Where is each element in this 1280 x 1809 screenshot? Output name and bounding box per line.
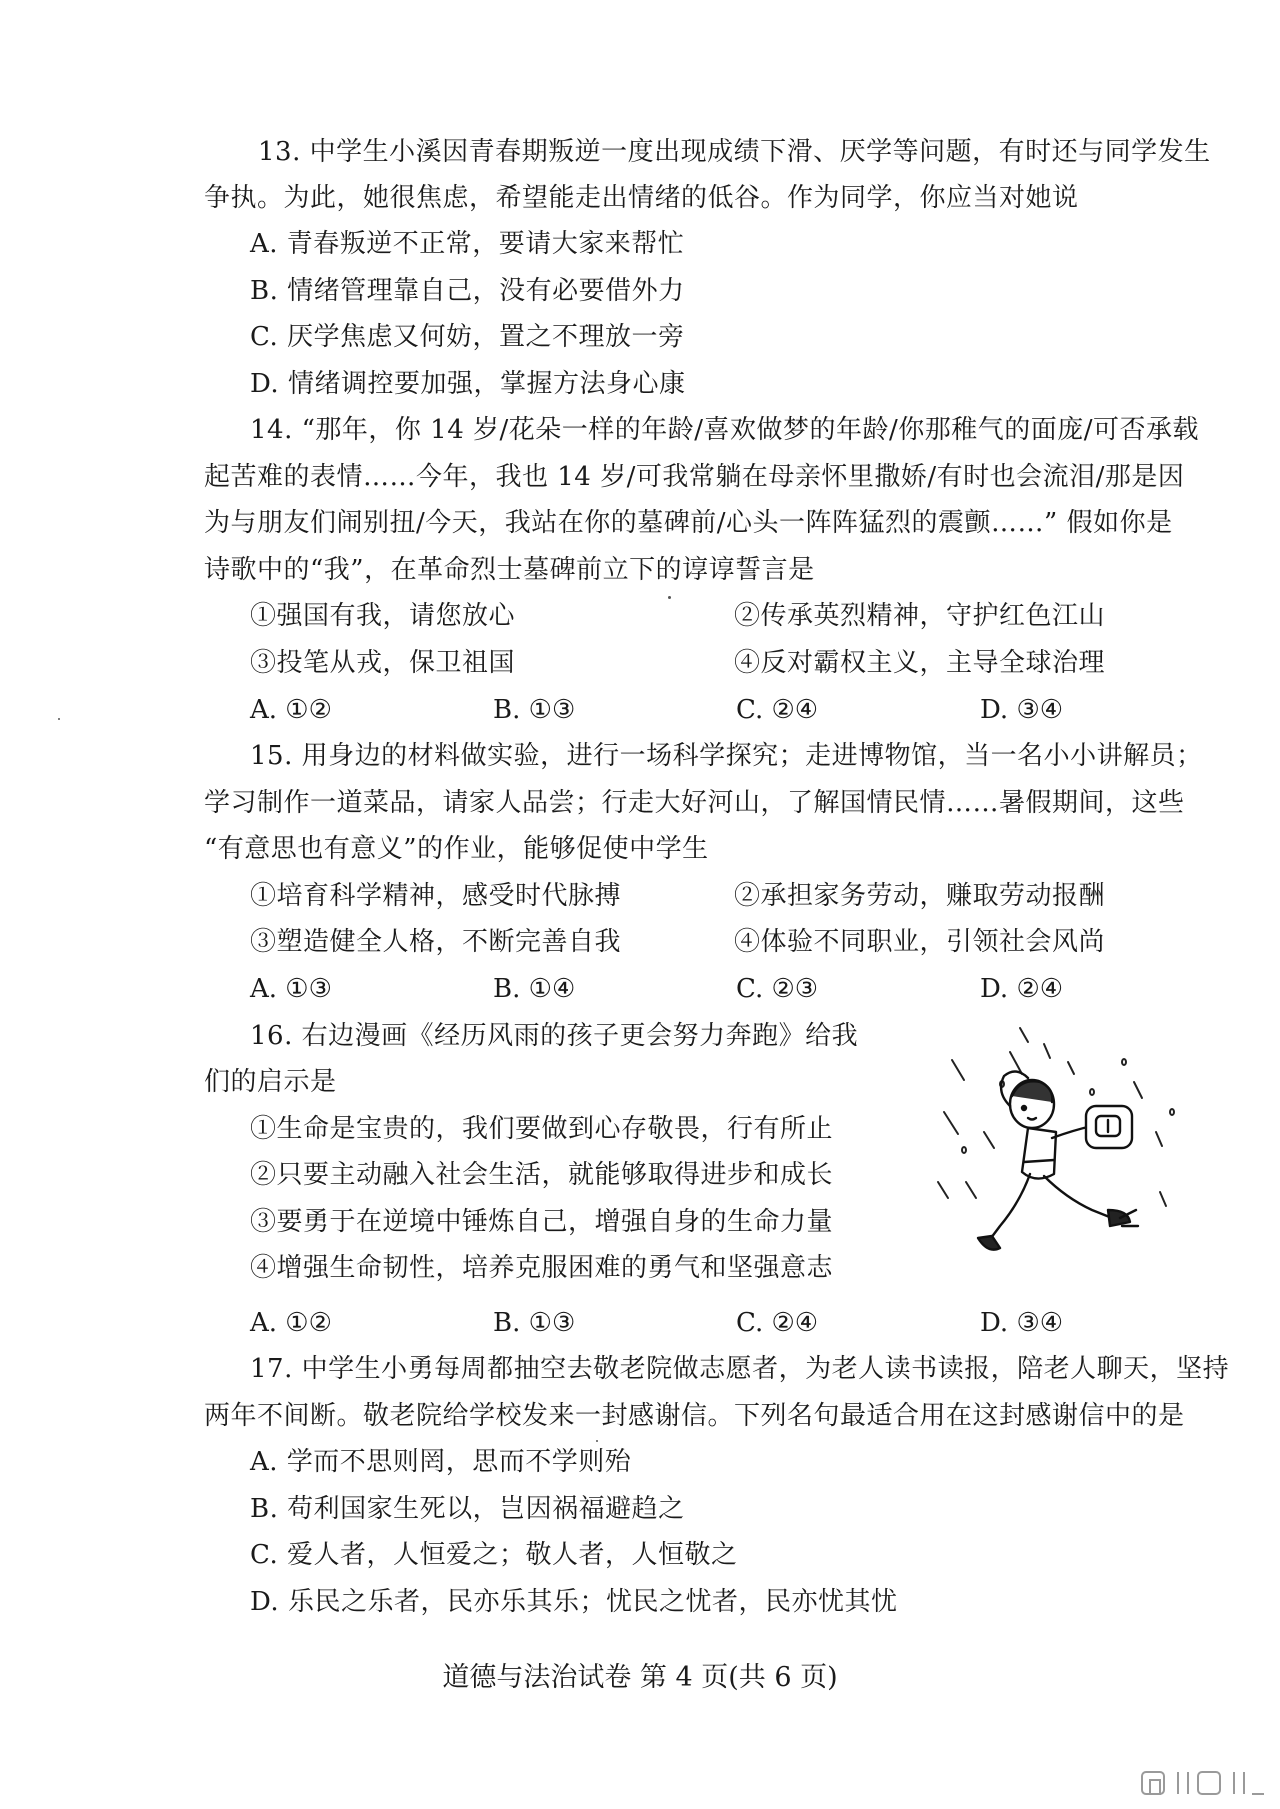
question-14-statement-1: ①强国有我，请您放心 [250,601,516,631]
scan-speck [58,718,60,720]
question-15-stem-line-1: 15. 用身边的材料做实验，进行一场科学探究；走进博物馆，当一名小小讲解员； [250,741,1203,771]
question-15-statement-4: ④体验不同职业，引领社会风尚 [734,927,1106,957]
question-17-stem-line-1: 17. 中学生小勇每周都抽空去敬老院做志愿者，为老人读书读报，陪老人聊天，坚持 [250,1354,1230,1384]
question-16-statement-4: ④增强生命韧性，培养克服困难的勇气和坚强意志 [250,1253,834,1283]
question-14-statement-3: ③投笔从戎，保卫祖国 [250,648,516,678]
question-16-statement-3: ③要勇于在逆境中锤炼自己，增强自身的生命力量 [250,1207,834,1237]
question-15-choice-d: D. ②④ [980,974,1064,1004]
question-17-option-b: B. 苟利国家生死以，岂因祸福避趋之 [250,1494,685,1524]
child-figure-icon [978,1071,1138,1249]
question-17-option-a: A. 学而不思则罔，思而不学则殆 [250,1447,632,1477]
question-14-statement-4: ④反对霸权主义，主导全球治理 [734,648,1106,678]
question-15-choice-a: A. ①③ [250,974,332,1004]
question-16-stem-line-2: 们的启示是 [204,1067,337,1097]
scan-speck [668,596,671,599]
question-16-statement-1: ①生命是宝贵的，我们要做到心存敬畏，行有所止 [250,1114,834,1144]
question-16-choice-d: D. ③④ [980,1308,1064,1338]
question-13-option-d: D. 情绪调控要加强，掌握方法身心康 [250,369,686,399]
question-13-stem-line-2: 争执。为此，她很焦虑，希望能走出情绪的低谷。作为同学，你应当对她说 [204,183,1079,213]
watermark-logo-icon [1138,1766,1268,1800]
question-14-choice-d: D. ③④ [980,695,1064,725]
question-15-stem-line-2: 学习制作一道菜品，请家人品尝；行走大好河山，了解国情民情……暑假期间，这些 [204,788,1185,818]
question-16-statement-2: ②只要主动融入社会生活，就能够取得进步和成长 [250,1160,834,1190]
question-14-stem-line-1: 14. “那年，你 14 岁/花朵一样的年龄/喜欢做梦的年龄/你那稚气的面庞/可否承载 [250,415,1200,445]
question-14-choice-c: C. ②④ [736,695,819,725]
question-15-statement-2: ②承担家务劳动，赚取劳动报酬 [734,881,1106,911]
question-13-stem-line-1: 13. 中学生小溪因青春期叛逆一度出现成绩下滑、厌学等问题，有时还与同学发生 [258,137,1211,167]
question-17-stem-line-2: 两年不间断。敬老院给学校发来一封感谢信。下列名句最适合用在这封感谢信中的是 [204,1401,1185,1431]
question-14-stem-line-3: 为与朋友们闹别扭/今天，我站在你的墓碑前/心头一阵阵猛烈的震颤……” 假如你是 [204,508,1173,538]
running-child-in-rain-illustration [924,1022,1196,1284]
question-16-choice-b: B. ①③ [493,1308,576,1338]
question-15-statement-1: ①培育科学精神，感受时代脉搏 [250,881,622,911]
question-14-stem-line-4: 诗歌中的“我”，在革命烈士墓碑前立下的谆谆誓言是 [204,555,815,585]
question-14-statement-2: ②传承英烈精神，守护红色江山 [734,601,1106,631]
question-13-option-c: C. 厌学焦虑又何妨，置之不理放一旁 [250,322,685,352]
question-17-option-d: D. 乐民之乐者，民亦乐其乐；忧民之忧者，民亦忧其忧 [250,1587,898,1617]
question-15-choice-c: C. ②③ [736,974,819,1004]
question-16-choice-c: C. ②④ [736,1308,819,1338]
question-16-choice-a: A. ①② [250,1308,332,1338]
question-13-option-a: A. 青春叛逆不正常，要请大家来帮忙 [250,229,685,259]
question-15-stem-line-3: “有意思也有意义”的作业，能够促使中学生 [204,834,709,864]
scan-speck [596,1440,598,1442]
rain-icon [938,1028,1174,1206]
question-13-option-b: B. 情绪管理靠自己，没有必要借外力 [250,276,685,306]
page-footer: 道德与法治试卷 第 4 页(共 6 页) [442,1662,838,1693]
question-14-choice-b: B. ①③ [493,695,576,725]
question-16-stem-line-1: 16. 右边漫画《经历风雨的孩子更会努力奔跑》给我 [250,1021,859,1051]
question-14-choice-a: A. ①② [250,695,332,725]
question-17-option-c: C. 爱人者，人恒爱之；敬人者，人恒敬之 [250,1540,738,1570]
question-14-stem-line-2: 起苦难的表情……今年，我也 14 岁/可我常躺在母亲怀里撒娇/有时也会流泪/那是因 [204,462,1185,492]
question-15-choice-b: B. ①④ [493,974,576,1004]
question-15-statement-3: ③塑造健全人格，不断完善自我 [250,927,622,957]
